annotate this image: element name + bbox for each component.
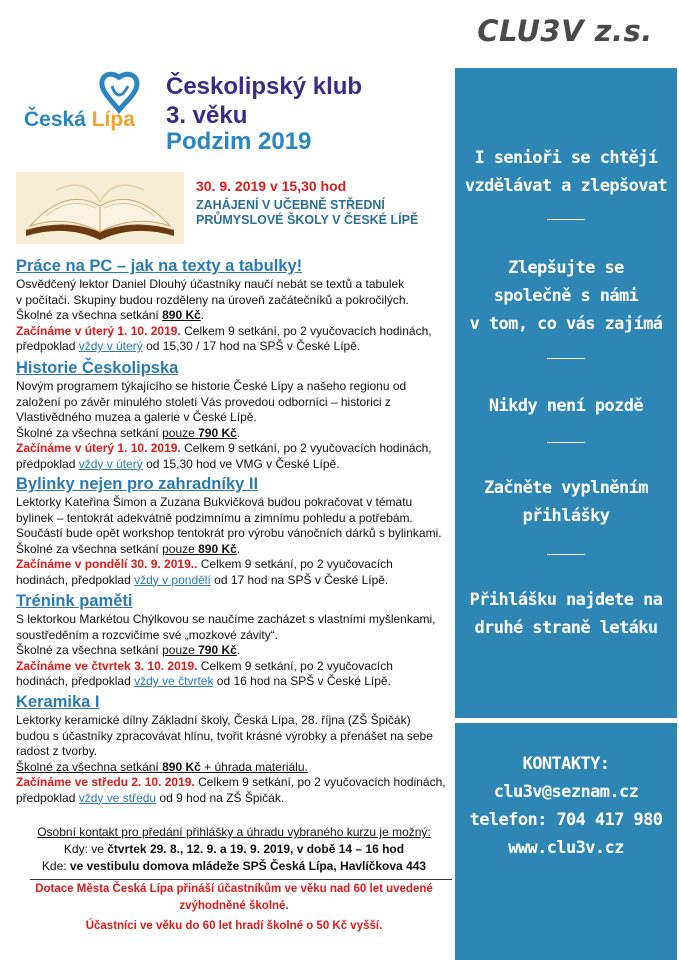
sidebar-message [455,474,677,530]
schedule-link[interactable]: vždy v pondělí [134,572,211,587]
course-fee [16,308,454,324]
course-section [16,692,454,806]
fee-suffix: . [236,541,241,556]
course-desc-line: Lektorky keramické dílny Základní školy, Česká Lípa, 28. října (ZŠ Špičák) [16,713,411,727]
course-section [16,474,454,588]
sidebar-divider [547,554,585,555]
fee-extra: pouze [162,541,199,556]
sidebar-line: vzdělávat a zlepšovat [464,176,668,196]
course-fee [16,643,454,659]
course-title: Práce na PC – jak na texty a tabulky! [16,257,303,275]
fee-extra: pouze [162,425,199,440]
course-desc-line: S lektorkou Markétou Chýlkovou se naučíme zacházet s vlastními myšlenkami, [16,612,436,626]
contact-email[interactable]: clu3v@seznam.cz [493,782,639,802]
course-schedule [16,457,454,473]
schedule-prefix: předpoklad [16,456,79,471]
schedule-link[interactable]: vždy v úterý [78,339,143,353]
opening-line2: PRŮMYSLOVÉ ŠKOLY V ČESKÉ LÍPĚ [196,213,419,227]
course-desc-line: radost z tvorby. [16,744,98,758]
fee-value: 890 Kč [198,541,237,556]
club-season: Podzim 2019 [166,128,312,155]
course-desc-line: budou s účastníky zpracovávat hlínu, tvořit krásné výrobky a přenášet na sebe [16,728,433,743]
fee-value: 790 Kč [198,643,237,657]
course-start [16,557,454,573]
fee-label: Školné za všechna setkání [16,759,163,774]
sidebar-message [455,392,677,420]
when-value: čtvrtek 29. 8., 12. 9. a 19. 9. 2019, v době 14 – 16 hod [107,842,405,856]
sidebar-message [455,586,677,642]
course-title: Historie Českolipska [16,359,179,377]
course-start [16,441,454,457]
contacts-heading: KONTAKTY: [522,754,610,774]
contacts-block [455,750,677,862]
sidebar-line: společně s námi [493,286,639,306]
fee-suffix: . [200,308,205,322]
fee-label: Školné za všechna setkání [16,308,163,322]
course-desc-line: Novým programem týkajícího se historie České Lípy a našeho regionu od [16,379,407,393]
schedule-suffix: od 9 hod na ZŠ Špičák. [156,790,285,805]
sidebar-divider [547,442,585,443]
fee-suffix: + úhrada materiálu. [200,759,308,774]
course-schedule [16,339,454,355]
course-desc-line: Součástí bude opět workshop tentokrát pro výrobu vánočních dárků s bylinkami. [16,526,442,540]
start-date: Začínáme ve středu 2. 10. 2019. [16,775,195,789]
schedule-prefix: hodinách, předpoklad [16,674,135,688]
contact-web[interactable]: www.clu3v.cz [508,838,624,858]
course-desc-line: Vlastivědného muzea a galerie v České Lípě. [16,410,257,424]
logo-text: Česká Lípa [24,108,135,131]
course-fee [16,542,454,558]
course-desc-line: soustředěním a rozcvičíme své „mozkové závity“. [16,627,279,642]
where-value: ve vestibulu domova mládeže SPŠ Česká Lípa, Havlíčkova 443 [69,859,427,873]
sidebar-divider [547,219,585,220]
opening-text [196,198,451,228]
schedule-link[interactable]: vždy v úterý [78,456,143,471]
course-desc-line: v počítači. Skupiny budou rozděleny na úroveň začátečníků a pokročilých. [16,292,409,307]
contact-when [16,841,452,858]
fee-label: Školné za všechna setkání [16,541,163,556]
sidebar-divider [547,358,585,359]
course-schedule [16,674,454,690]
schedule-suffix: od 16 hod na SPŠ v České Lípě. [213,674,391,688]
sidebar-panel [455,68,677,718]
club-title-line1: Českolipský klub [166,73,363,100]
opening-line1: ZAHÁJENÍ V UČEBNĚ STŘEDNÍ [196,198,385,212]
schedule-suffix: od 15,30 / 17 hod na SPŠ v České Lípě. [142,339,361,353]
schedule-link[interactable]: vždy ve čtvrtek [134,674,214,688]
course-start [16,659,454,675]
sidebar-line: Zlepšujte se [508,258,624,278]
age-note: Účastníci ve věku do 60 let hradí školné o 50 Kč vyšší. [85,920,383,932]
course-desc-line: Osvědčený lektor Daniel Dlouhý účastníky naučí nebát se textů a tabulek [16,277,405,291]
start-date: Začínáme v pondělí 30. 9. 2019.. [16,557,198,571]
fee-extra: pouze [162,643,199,657]
course-desc-line: bylinek – tentokrát adekvátně podzimnímu a zimnímu pohledu a potřebám. [16,510,413,525]
course-fee [16,426,454,442]
fee-suffix: . [236,425,241,440]
schedule-prefix: předpoklad [16,339,79,353]
fee-label: Školné za všechna setkání [16,643,163,657]
contact-heading: Osobní kontakt pro předání přihlášky a úhradu vybraného kurzu je možný: [37,825,431,839]
course-info: Celkem 9 setkání, po 2 vyučovacích [197,557,393,571]
contact-phone: telefon: 704 417 980 [469,810,663,830]
start-date: Začínáme ve čtvrtek 3. 10. 2019. [16,658,198,673]
course-section [16,358,454,472]
fee-label: Školné za všechna setkání [16,425,163,440]
course-info: Celkem 9 setkání, po 2 vyučovacích [197,658,393,673]
contact-info [16,824,452,875]
club-title [166,72,362,130]
sidebar-line: v tom, co vás zajímá [469,314,663,334]
fee-suffix: . [236,643,241,657]
fee-value: 890 Kč [162,759,201,774]
schedule-link[interactable]: vždy ve středu [78,790,157,805]
schedule-prefix: předpoklad [16,790,79,805]
sidebar-line: I senioři se chtějí [474,148,658,168]
ceska-lipa-logo [20,70,150,150]
course-section [16,591,454,690]
when-label: Kdy: ve [63,842,108,856]
sidebar-line: Začněte vyplněním [484,478,648,498]
open-book-illustration [16,172,184,244]
contact-where [16,858,452,875]
sidebar-line: Přihlášku najdete na [469,590,663,610]
subsidy-note [16,881,452,935]
sidebar-message [455,254,677,338]
course-title: Bylinky nejen pro zahradníky II [16,475,259,493]
subsidy-note-line2: zvýhodněné školné. [179,900,289,912]
schedule-prefix: hodinách, předpoklad [16,572,135,587]
course-start [16,324,454,340]
course-info: Celkem 9 setkání, po 2 vyučovacích hodinách, [194,775,446,789]
schedule-suffix: od 15,30 hod ve VMG v České Lípě. [142,456,340,471]
fee-value: 790 Kč [198,425,237,440]
course-schedule [16,573,454,589]
where-label: Kde: [41,859,70,873]
schedule-suffix: od 17 hod na SPŠ v České Lípě. [210,572,389,587]
course-info: Celkem 9 setkání, po 2 vyučovacích hodinách, [180,323,432,338]
course-section [16,256,454,355]
sidebar-line: přihlášky [522,506,610,526]
fee-value: 890 Kč [162,308,201,322]
opening-date: 30. 9. 2019 v 15,30 hod [196,178,347,194]
course-title: Trénink paměti [16,592,133,610]
club-title-line2: 3. věku [166,102,248,129]
sidebar-message [455,144,677,200]
course-fee [16,760,454,776]
contacts-panel [455,723,677,960]
course-title: Keramika I [16,693,100,711]
brand-title: CLU3V z.s. [477,14,653,48]
course-desc-line: založení po závěr minulého století Vás provedou odborníci – historici z [16,394,391,409]
divider [30,879,452,880]
start-date: Začínáme v úterý 1. 10. 2019. [16,323,181,338]
start-date: Začínáme v úterý 1. 10. 2019. [16,441,181,455]
subsidy-note-line1: Dotace Města Česká Lípa přináší účastníkům ve věku nad 60 let uvedené [35,883,433,895]
course-schedule [16,791,454,807]
course-desc-line: Lektorky Kateřina Šimon a Zuzana Bukvičková budou pokračovat v tématu [16,495,413,509]
course-start [16,775,454,791]
course-info: Celkem 9 setkání, po 2 vyučovacích hodinách, [180,441,432,455]
sidebar-line: druhé straně letáku [474,618,658,638]
sidebar-line: Nikdy není pozdě [488,396,644,416]
